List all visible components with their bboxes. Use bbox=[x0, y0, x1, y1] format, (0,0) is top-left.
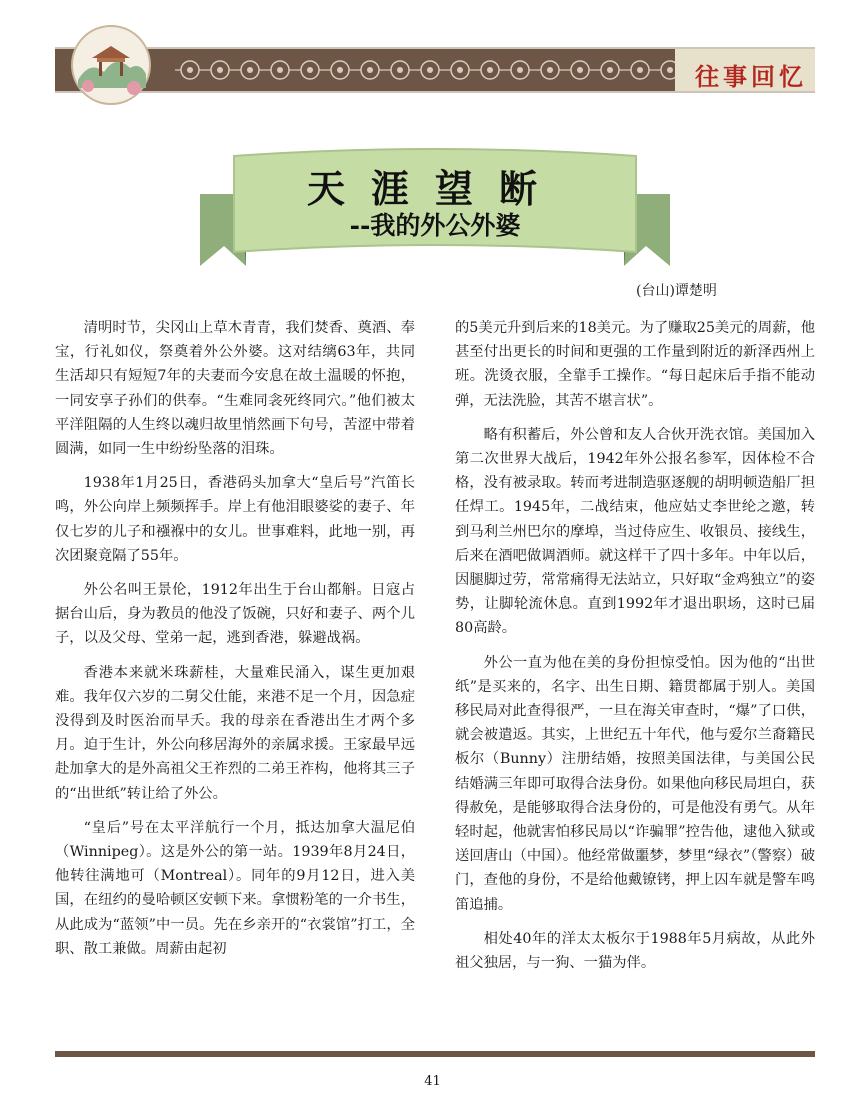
author-byline: (台山)谭楚明 bbox=[636, 283, 717, 299]
left-column bbox=[55, 316, 415, 971]
paragraph: 外公名叫王景伦，1912年出生于台山都斛。日寇占据台山后，身为教员的他没了饭碗，只好和妻子、两个儿子，以及父母、堂弟一起，逃到香港，躲避战祸。 bbox=[55, 582, 415, 647]
paragraph: 清明时节，尖冈山上草木青青，我们焚香、奠酒、奉宝，行礼如仪，祭奠着外公外婆。这对结缡63年，共同生活却只有短短7年的夫妻而今安息在故土温暖的怀抱，一同安享子孙们的供奉。“生难同衾死终同穴。”他们被太平洋阻隔的人生终以魂归故里悄然画下句号，苦涩中带着圆满，如同一生中纷纷坠落的泪珠。 bbox=[55, 320, 415, 458]
page-number: 41 bbox=[424, 1074, 441, 1089]
paragraph: 略有积蓄后，外公曾和友人合伙开洗衣馆。美国加入第二次世界大战后，1942年外公报名参军，因体检不合格，没有被录取。转而考进制造驱逐舰的胡明顿造船厂担任焊工。1945年，二战结束，他应姑丈李世纶之邀，转到马利兰州巴尔的摩埠，当过侍应生、收银员、接线生，后来在酒吧做调酒师。就这样干了四十多年。中年以后，因腿脚过劳，常常痛得无法站立，只好取“金鸡独立”的姿势，让脚轮流休息。直到1992年才退出职场，这时已届80高龄。 bbox=[455, 426, 815, 637]
pavilion-landscape-emblem-icon bbox=[70, 24, 152, 106]
ornamental-pattern bbox=[175, 55, 715, 85]
paragraph: 外公一直为他在美的身份担惊受怕。因为他的“出世纸”是买来的，名字、出生日期、籍贯都属于别人。美国移民局对此查得很严，一旦在海关审查时，“爆”了口供，就会被遣返。其实，上世纪五十年代，他与爱尔兰裔籍民板尔（Bunny）注册结婚，按照美国法律，与美国公民结婚满三年即可取得合法身份。如果他向移民局坦白，获得赦免，是能够取得合法身份的，可是他没有勇气。从年轻时起，他就害怕移民局以“诈骗罪”控告他，逮他入狱或送回唐山（中国）。他经常做噩梦，梦里“绿衣”（警察）破门，查他的身份，不是给他戴镣铐，押上囚车就是警车鸣笛追捕。 bbox=[455, 654, 815, 913]
right-column bbox=[455, 316, 815, 985]
paragraph: 香港本来就米珠薪桂，大量难民涌入，谋生更加艰难。我年仅六岁的二舅父仕能，来港不足一个月，因急症没得到及时医治而早夭。我的母亲在香港出生才两个多月。迫于生计，外公向移居海外的亲属求援。王家最早远赴加拿大的是外高祖父王祚烈的二弟王祚构，他将其三子的“出世纸”转让给了外公。 bbox=[55, 664, 415, 802]
section-title-box bbox=[675, 49, 815, 91]
article-subtitle: --我的外公外婆 bbox=[349, 211, 521, 240]
paragraph: 1938年1月25日，香港码头加拿大“皇后号”汽笛长鸣，外公向岸上频频挥手。岸上有他泪眼婆娑的妻子、年仅七岁的儿子和襁褓中的女儿。世事难料，此地一别，再次团聚竟隔了55年。 bbox=[55, 475, 415, 564]
article-title: 天涯望断 bbox=[306, 166, 563, 211]
paragraph: “皇后”号在太平洋航行一个月，抵达加拿大温尼伯（Winnipeg）。这是外公的第一站。1939年8月24日，他转往满地可（Montreal）。同年的9月12日，进入美国，在纽约的曼哈顿区安顿下来。拿惯粉笔的一介书生，从此成为“蓝领”中一员。先在乡亲开的“衣裳馆”打工，全职、散工兼做。周薪由起初 bbox=[55, 819, 415, 957]
footer-divider bbox=[55, 1051, 815, 1057]
header-band bbox=[55, 47, 815, 93]
section-title: 往事回忆 bbox=[695, 62, 807, 91]
paragraph: 相处40年的洋太太板尔于1988年5月病故，从此外祖父独居，与一狗、一猫为伴。 bbox=[455, 930, 815, 972]
paragraph: 的5美元升到后来的18美元。为了赚取25美元的周薪，他甚至付出更长的时间和更强的工作量到附近的新泽西州上班。洗烫衣服，全靠手工操作。“每日起床后手指不能动弹，无法洗脸，其苦不堪言状”。 bbox=[455, 320, 816, 409]
